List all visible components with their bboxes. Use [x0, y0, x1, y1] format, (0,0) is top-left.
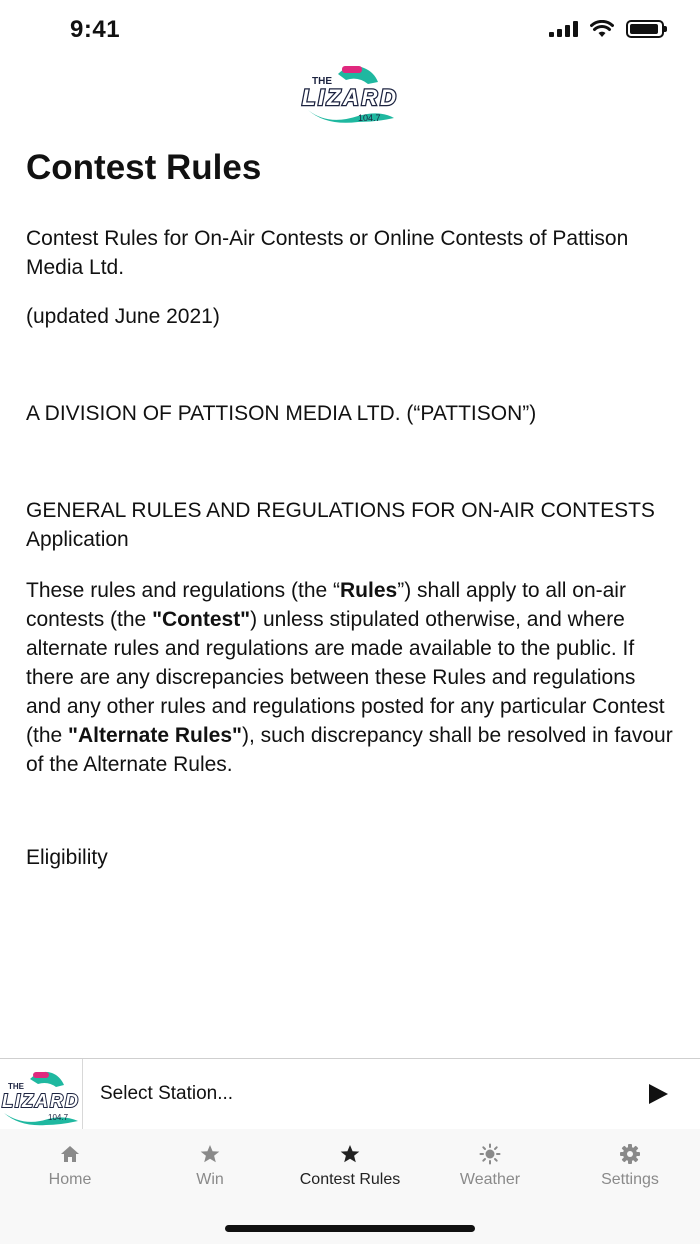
- eligibility-heading: Eligibility: [26, 846, 108, 869]
- star-icon: [199, 1143, 221, 1165]
- status-time: 9:41: [70, 16, 121, 43]
- svg-text:LIZARD: LIZARD: [2, 1091, 78, 1111]
- status-icons: [549, 20, 664, 38]
- tab-label: Weather: [459, 1171, 521, 1188]
- updated-date: (updated June 2021): [26, 305, 220, 328]
- logo-text-main: LIZARD: [302, 85, 396, 110]
- division-heading: A DIVISION OF PATTISON MEDIA LTD. (“PATTISON”): [26, 402, 537, 425]
- svg-text:THE: THE: [8, 1082, 24, 1091]
- play-icon[interactable]: [642, 1079, 672, 1109]
- star-icon: [339, 1143, 361, 1165]
- logo-frequency: 104.7: [358, 113, 381, 123]
- tab-win[interactable]: [140, 1129, 280, 1209]
- player-station-logo: [0, 1059, 83, 1129]
- tab-settings[interactable]: [560, 1129, 700, 1209]
- general-rules-heading: GENERAL RULES AND REGULATIONS FOR ON-AIR CONTESTS: [26, 499, 655, 522]
- tab-label: Settings: [601, 1171, 659, 1188]
- tab-contest-rules[interactable]: [280, 1129, 420, 1209]
- logo-text-top: THE: [312, 76, 332, 87]
- intro-paragraph: Contest Rules for On-Air Contests or Online Contests of Pattison Media Ltd.: [26, 227, 629, 279]
- svg-text:104.7: 104.7: [48, 1113, 69, 1122]
- tab-label: Contest Rules: [299, 1171, 401, 1188]
- cellular-signal-icon: [549, 21, 578, 37]
- tab-label: Win: [196, 1171, 224, 1188]
- application-heading: Application: [26, 528, 129, 551]
- gear-icon: [619, 1143, 641, 1165]
- main-content: [26, 140, 674, 872]
- tab-weather[interactable]: [420, 1129, 560, 1209]
- tab-label: Home: [48, 1171, 92, 1188]
- wifi-icon: [590, 20, 614, 38]
- page-title: Contest Rules: [26, 148, 262, 187]
- select-station-label[interactable]: Select Station...: [100, 1083, 234, 1104]
- tab-home[interactable]: [0, 1129, 140, 1209]
- sun-icon: [479, 1143, 501, 1165]
- station-logo: [298, 60, 402, 124]
- application-paragraph: These rules and regulations (the “Rules”) shall apply to all on-air contests (the "Contest") unless stipulated otherwise, and where alternate rules and regulations are made available to the public. If there are any discrepancies between these Rules and regulations and any other rules and regulations posted for any particular Contest (the "Alternate Rules"), such discrepancy shall be resolved in favour of the Alternate Rules.: [26, 579, 673, 776]
- tab-bar: [0, 1129, 700, 1244]
- status-bar: [0, 0, 700, 62]
- battery-icon: [626, 20, 664, 38]
- home-indicator[interactable]: [225, 1225, 475, 1232]
- mini-player[interactable]: [0, 1058, 700, 1130]
- home-icon: [59, 1143, 81, 1165]
